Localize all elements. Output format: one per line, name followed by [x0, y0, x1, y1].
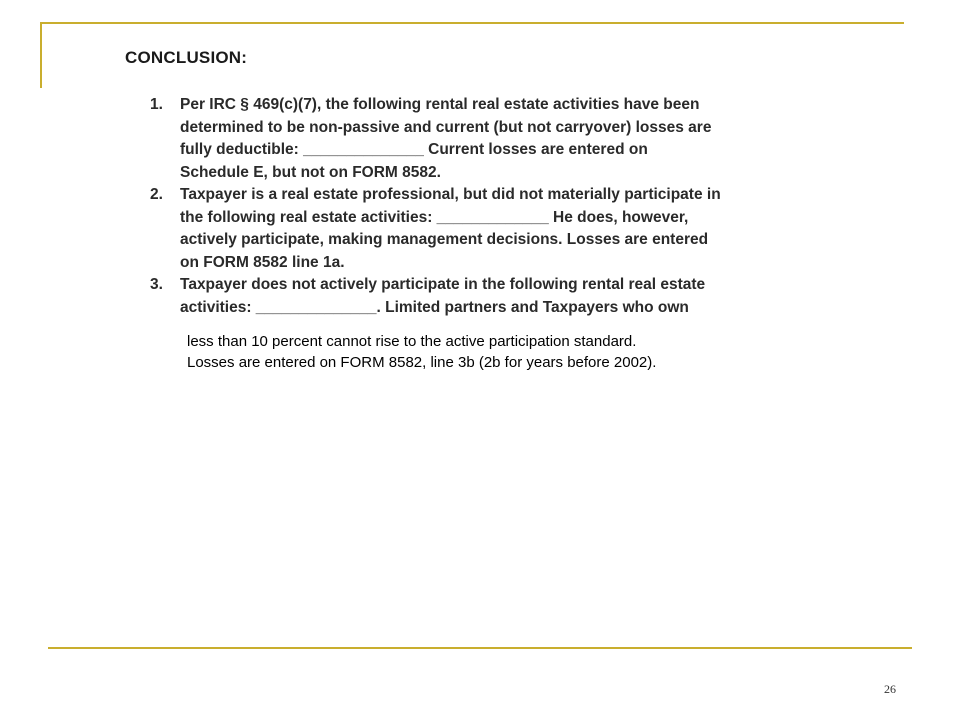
item-line: actively participate, making management decisions. Losses are entered [180, 231, 709, 248]
item-line: Per IRC § 469(c)(7), the following rental real estate activities have been [180, 96, 700, 113]
conclusion-list [150, 94, 790, 319]
item-number: 1. [150, 96, 163, 113]
continuation-line: Losses are entered on FORM 8582, line 3b (2b for years before 2002). [187, 354, 657, 371]
item-line: on FORM 8582 line 1a. [180, 253, 345, 271]
item-line: Taxpayer does not actively participate in the following rental real estate [180, 276, 706, 293]
item-number: 2. [150, 186, 163, 203]
item-line: Schedule E, but not on FORM 8582. [180, 163, 441, 181]
continuation-line: less than 10 percent cannot rise to the active participation standard. [187, 333, 637, 350]
item-line: Taxpayer is a real estate professional, but did not materially participate in [180, 186, 721, 203]
list-item-1 [150, 94, 790, 184]
page-number: 26 [884, 682, 896, 696]
bottom-rule [48, 647, 912, 649]
item-line: activities: ______________. Limited partners and Taxpayers who own [180, 298, 689, 316]
continuation-text [187, 331, 656, 373]
item-line: fully deductible: ______________ Current losses are entered on [180, 141, 648, 158]
list-item-3 [150, 274, 790, 319]
item-line: the following real estate activities: _____________ He does, however, [180, 208, 689, 226]
item-line: determined to be non-passive and current (but not carryover) losses are [180, 118, 712, 136]
top-rule [40, 22, 904, 24]
left-rule [40, 22, 42, 88]
conclusion-heading: CONCLUSION: [125, 48, 248, 67]
item-number: 3. [150, 276, 163, 293]
list-item-2 [150, 184, 790, 274]
